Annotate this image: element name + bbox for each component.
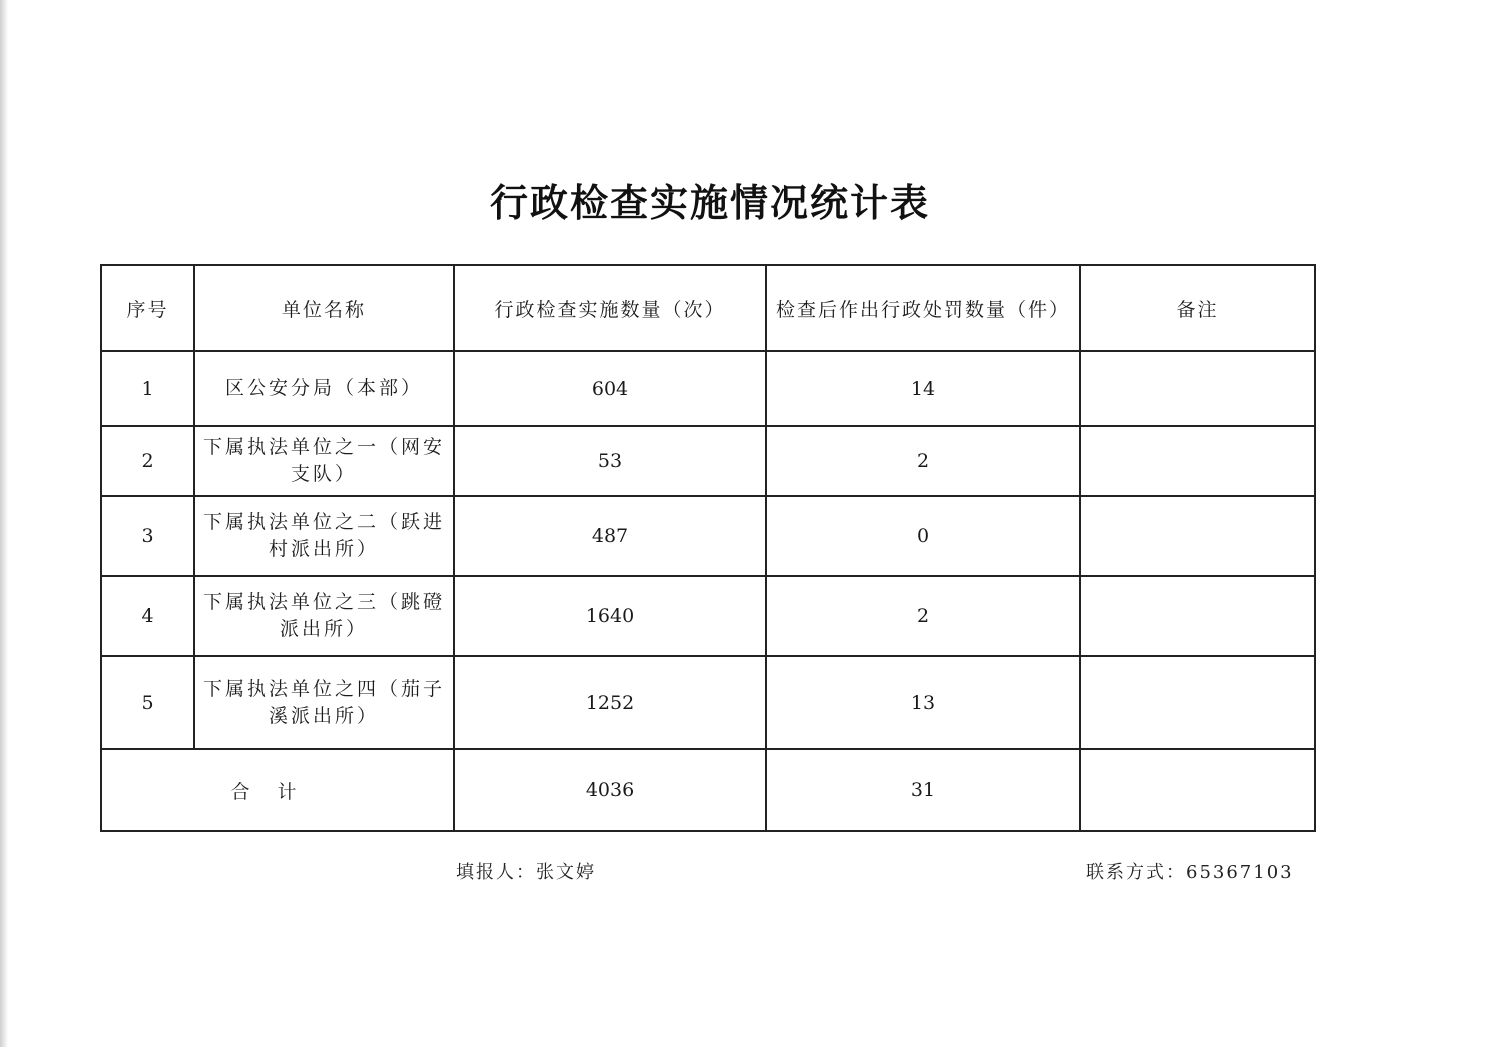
row-unit-name: 下属执法单位之一（网安支队）	[194, 426, 454, 496]
total-penalty-count: 31	[766, 749, 1080, 831]
row-inspection-count: 487	[454, 496, 766, 576]
row-penalty-count: 2	[766, 426, 1080, 496]
total-remarks	[1080, 749, 1315, 831]
row-unit-name: 下属执法单位之三（跳磴派出所）	[194, 576, 454, 656]
row-inspection-count: 53	[454, 426, 766, 496]
table-row	[101, 496, 1315, 576]
table-row	[101, 351, 1315, 426]
row-inspection-count: 1640	[454, 576, 766, 656]
row-seq: 2	[101, 426, 194, 496]
contact-info: 联系方式：65367103	[1086, 862, 1294, 883]
header-unit-name: 单位名称	[194, 265, 454, 351]
header-inspection-count: 行政检查实施数量（次）	[454, 265, 766, 351]
total-inspection-count: 4036	[454, 749, 766, 831]
table-row	[101, 656, 1315, 749]
row-remarks	[1080, 576, 1315, 656]
row-penalty-count: 0	[766, 496, 1080, 576]
table-header-row	[101, 265, 1315, 351]
row-unit-name: 区公安分局（本部）	[194, 351, 454, 426]
table-row	[101, 426, 1315, 496]
row-remarks	[1080, 496, 1315, 576]
header-penalty-count: 检查后作出行政处罚数量（件）	[766, 265, 1080, 351]
page-edge	[0, 0, 8, 1047]
row-seq: 3	[101, 496, 194, 576]
header-seq: 序号	[101, 265, 194, 351]
row-seq: 1	[101, 351, 194, 426]
filler-name: 填报人：张文婷	[456, 862, 596, 883]
row-penalty-count: 2	[766, 576, 1080, 656]
row-inspection-count: 1252	[454, 656, 766, 749]
table-total-row	[101, 749, 1315, 831]
row-seq: 4	[101, 576, 194, 656]
row-unit-name: 下属执法单位之四（茄子溪派出所）	[194, 656, 454, 749]
table-row	[101, 576, 1315, 656]
row-penalty-count: 13	[766, 656, 1080, 749]
row-remarks	[1080, 426, 1315, 496]
row-inspection-count: 604	[454, 351, 766, 426]
row-seq: 5	[101, 656, 194, 749]
statistics-table	[100, 264, 1316, 832]
row-remarks	[1080, 656, 1315, 749]
total-label: 合计	[101, 749, 454, 831]
header-remarks: 备注	[1080, 265, 1315, 351]
document-title: 行政检查实施情况统计表	[489, 181, 930, 225]
row-penalty-count: 14	[766, 351, 1080, 426]
row-unit-name: 下属执法单位之二（跃进村派出所）	[194, 496, 454, 576]
row-remarks	[1080, 351, 1315, 426]
